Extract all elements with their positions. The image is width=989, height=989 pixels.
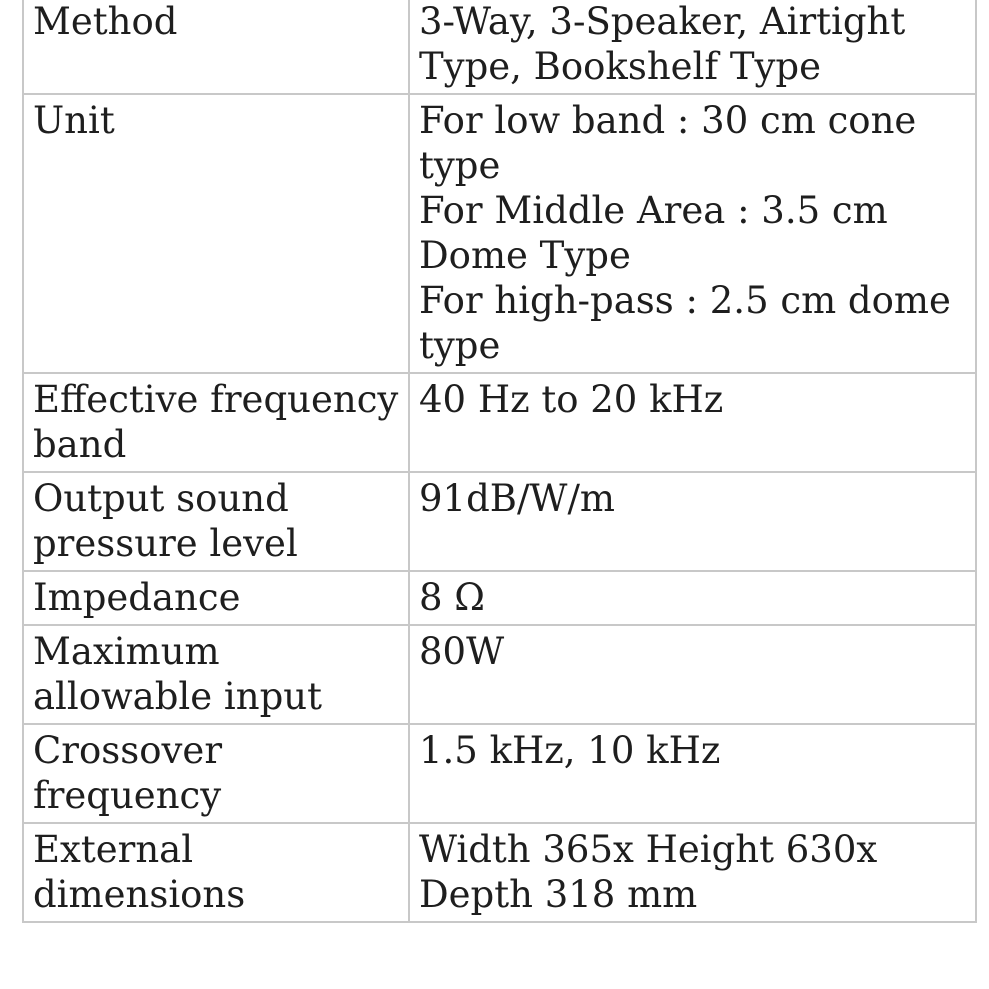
table-row bbox=[23, 94, 976, 373]
spec-value bbox=[409, 724, 976, 823]
spec-value bbox=[409, 571, 976, 625]
spec-label: External dimensions bbox=[23, 823, 409, 922]
table-row bbox=[23, 373, 976, 472]
table-row bbox=[23, 823, 976, 922]
spec-value-line: Width 365x Height 630x Depth 318 mm bbox=[419, 828, 878, 916]
spec-label: Output sound pressure level bbox=[23, 472, 409, 571]
spec-value bbox=[409, 373, 976, 472]
spec-label: Impedance bbox=[23, 571, 409, 625]
spec-value bbox=[409, 472, 976, 571]
spec-value bbox=[409, 823, 976, 922]
table-row bbox=[23, 0, 976, 94]
spec-value-line: For low band : 30 cm cone type bbox=[419, 99, 917, 187]
spec-label: Method bbox=[23, 0, 409, 94]
spec-value-line: 91dB/W/m bbox=[419, 477, 616, 520]
spec-value bbox=[409, 625, 976, 724]
spec-value-line: For high-pass : 2.5 cm dome type bbox=[419, 279, 951, 367]
spec-value-line: 3-Way, 3-Speaker, Airtight Type, Bookshelf Type bbox=[419, 0, 906, 88]
table-row bbox=[23, 472, 976, 571]
spec-value-line: 1.5 kHz, 10 kHz bbox=[419, 729, 721, 772]
spec-label: Maximum allowable input bbox=[23, 625, 409, 724]
spec-label: Unit bbox=[23, 94, 409, 373]
spec-value-line: 8 Ω bbox=[419, 576, 485, 619]
spec-value-line: For Middle Area : 3.5 cm Dome Type bbox=[419, 189, 888, 277]
table-row bbox=[23, 625, 976, 724]
spec-label: Crossover frequency bbox=[23, 724, 409, 823]
spec-value bbox=[409, 94, 976, 373]
spec-label: Effective frequency band bbox=[23, 373, 409, 472]
table-row bbox=[23, 571, 976, 625]
spec-value bbox=[409, 0, 976, 94]
spec-table bbox=[22, 0, 977, 923]
spec-value-line: 80W bbox=[419, 630, 505, 673]
table-row bbox=[23, 724, 976, 823]
spec-value-line: 40 Hz to 20 kHz bbox=[419, 378, 724, 421]
